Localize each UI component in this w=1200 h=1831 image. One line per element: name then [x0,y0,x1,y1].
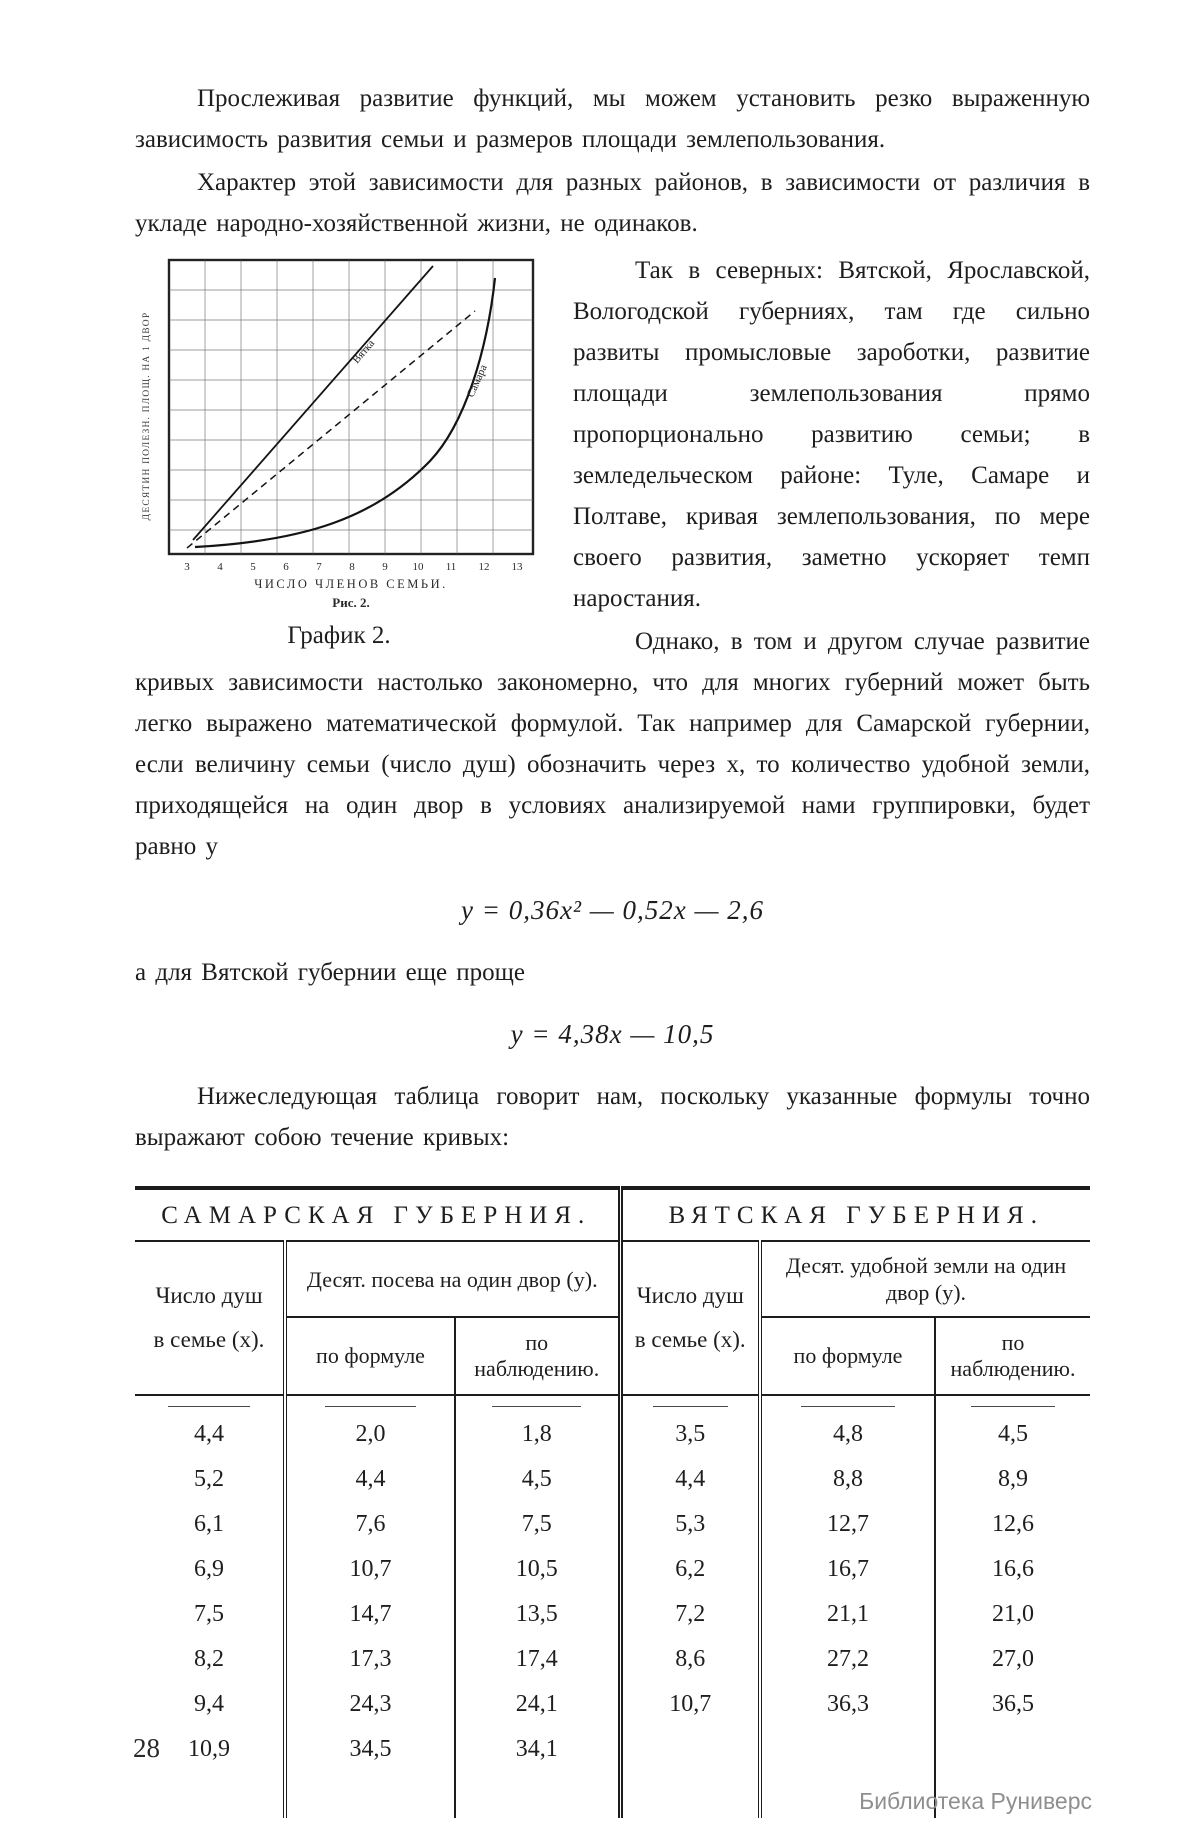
table-cell: 34,5 [285,1727,455,1772]
table-cell: 10,7 [285,1547,455,1592]
chart-curves [187,266,495,548]
chart-grid [169,260,533,554]
table-cell: 7,6 [285,1502,455,1547]
table-cell: 6,2 [620,1547,760,1592]
table-row [135,1395,1090,1412]
table-cell: 9,4 [194,1691,224,1717]
figure-text-flow [135,250,1090,869]
vyatka-observed-header: по наблюдению. [935,1317,1090,1395]
vyatka-group-header: Десят. удобной земли на один двор (y). [760,1241,1090,1317]
chart-y-axis-label: ДЕСЯТИН ПОЛЕЗН. ПЛОЩ. НА 1 ДВОР [142,311,152,521]
chart-x-tick: 7 [316,561,322,573]
paragraph-intro-2: Характер этой зависимости для разных районов, в зависимости от различия в укладе народно-хозяйственной жизни, не одинаков. [135,169,1090,237]
vyatka-x-header [620,1241,760,1395]
table-row [135,1592,1090,1637]
curve-dashed [187,311,475,548]
table-cell [935,1727,1090,1772]
table-cell: 34,1 [455,1727,620,1772]
table-cell: 6,9 [194,1556,224,1582]
formula-samara: y = 0,36x² — 0,52x — 2,6 [460,895,765,925]
table-spacer-cell [135,1772,285,1818]
table-row [135,1727,1090,1772]
header-mini-rule-cell [935,1395,1090,1412]
table-cell: 24,3 [285,1682,455,1727]
table-cell: 4,5 [935,1412,1090,1457]
paragraph-north-regions: Так в северных: Вятской, Ярославской, Вологодской губерниях, там где сильно развиты промысловые зароботки, развитие площади землепользования прямо пропорционально развитию семьи; в земледельческом районе: Туле, Самаре и Полтаве, кривая землепользования, по мере своего развития, заметно ускоряет темп наростания. [573,257,1090,612]
chart-x-tick: 11 [445,561,457,573]
formula-vyatka: y = 4,38x — 10,5 [510,1019,715,1049]
vyatka-x-header-line2: в семье (x). [634,1327,746,1352]
samara-observed-header: по наблюдению. [455,1317,620,1395]
table-cell: 4,8 [760,1412,935,1457]
chart-x-tick: 13 [511,561,523,573]
table-cell: 2,0 [285,1412,455,1457]
chart-x-tick: 12 [478,561,490,573]
table-row [135,1457,1090,1502]
table-cell: 1,8 [455,1412,620,1457]
table-cell: 6,1 [194,1511,224,1537]
table-row [135,1637,1090,1682]
header-mini-rule-cell [760,1395,935,1412]
table-cell: 36,3 [760,1682,935,1727]
table-cell: 12,7 [760,1502,935,1547]
samara-x-header-line1: Число душ [155,1283,263,1308]
table-cell: 7,5 [194,1601,224,1627]
table-cell: 21,0 [935,1592,1090,1637]
figure-graph-2 [135,256,543,650]
table-cell: 12,6 [935,1502,1090,1547]
table-cell: 24,1 [455,1682,620,1727]
table-spacer-cell [620,1772,760,1818]
samara-x-header-line2: в семье (x). [153,1327,265,1352]
table-cell: 27,2 [760,1637,935,1682]
samara-x-header [135,1241,285,1395]
vyatka-formula-header: по формуле [760,1317,935,1395]
table-row [135,1682,1090,1727]
table-cell: 36,5 [935,1682,1090,1727]
table-cell: 13,5 [455,1592,620,1637]
table-cell: 10,9 [188,1736,230,1762]
table-cell: 17,4 [455,1637,620,1682]
table-cell [620,1727,760,1772]
comparison-table [135,1186,1090,1818]
table-cell: 16,6 [935,1547,1090,1592]
header-mini-rule-cell [285,1395,455,1412]
table-cell: 4,4 [285,1457,455,1502]
chart-x-axis-label: ЧИСЛО ЧЛЕНОВ СЕМЬИ. [254,577,448,591]
chart-x-tick: 4 [217,561,223,573]
header-mini-rule-cell [135,1395,285,1412]
table-cell: 14,7 [285,1592,455,1637]
table-cell: 17,3 [285,1637,455,1682]
table-cell: 7,2 [620,1592,760,1637]
figure-ref-label: Рис. 2. [332,595,370,610]
table-spacer-cell [285,1772,455,1818]
table-cell: 3,5 [620,1412,760,1457]
table-cell: 8,6 [620,1637,760,1682]
paragraph-formula-intro: Однако, в том и другом случае развитие кривых зависимости настолько закономерно, что для многих губерний может быть легко выражено математической формулой. Так например для Самарской губернии, если величину семьи (число душ) обозначить через x, то количество удобной земли, приходящейся на один двор в условиях анализируемой нами группировки, будет равно y [135,628,1090,860]
chart-x-tick: 5 [250,561,256,573]
samara-title: САМАРСКАЯ ГУБЕРНИЯ. [135,1188,620,1241]
family-land-chart [135,256,543,612]
table-row [135,1412,1090,1457]
chart-x-tick: 9 [382,561,388,573]
table-cell: 27,0 [935,1637,1090,1682]
table-cell: 8,9 [935,1457,1090,1502]
curve-label-vyatka: Вятка [350,337,378,366]
chart-x-tick: 6 [283,561,289,573]
library-watermark: Библиотека Руниверс [859,1788,1092,1814]
table-cell: 16,7 [760,1547,935,1592]
paragraph-table-intro: Нижеследующая таблица говорит нам, поскольку указанные формулы точно выражают собою течение кривых: [135,1083,1090,1151]
paragraph-intro-1: Прослеживая развитие функций, мы можем установить резко выраженную зависимость развития семьи и размеров площади землепользования. [135,85,1090,153]
vyatka-title: ВЯТСКАЯ ГУБЕРНИЯ. [620,1188,1090,1241]
table-spacer-cell [455,1772,620,1818]
samara-group-header: Десят. посева на один двор (y). [285,1241,620,1317]
table-title-row [135,1188,1090,1241]
table-cell: 21,1 [760,1592,935,1637]
curve-label-samara: Самара [464,362,490,400]
table-cell [760,1727,935,1772]
curve-samara [195,278,495,547]
vyatka-x-header-line1: Число душ [636,1283,744,1308]
header-mini-rule-cell [455,1395,620,1412]
chart-frame [169,260,533,554]
table-cell: 4,4 [620,1457,760,1502]
table-cell: 8,8 [760,1457,935,1502]
table-row [135,1502,1090,1547]
table-row [135,1547,1090,1592]
table-cell: 5,2 [194,1466,224,1492]
chart-x-tick: 3 [184,561,190,573]
samara-formula-header: по формуле [285,1317,455,1395]
figure-caption: График 2. [287,622,391,649]
header-mini-rule-cell [620,1395,760,1412]
table-cell: 10,5 [455,1547,620,1592]
table-cell: 4,4 [194,1421,224,1447]
table-cell: 10,7 [620,1682,760,1727]
table-cell: 4,5 [455,1457,620,1502]
page-number: 28 [133,1733,160,1763]
table-cell: 7,5 [455,1502,620,1547]
chart-x-tick: 10 [412,561,424,573]
table-cell: 5,3 [620,1502,760,1547]
chart-x-tick: 8 [349,561,355,573]
paragraph-vyatka-simpler: а для Вятской губернии еще проще [135,959,526,986]
chart-x-ticks [184,561,523,573]
table-cell: 8,2 [194,1646,224,1672]
table-header-row [135,1241,1090,1317]
